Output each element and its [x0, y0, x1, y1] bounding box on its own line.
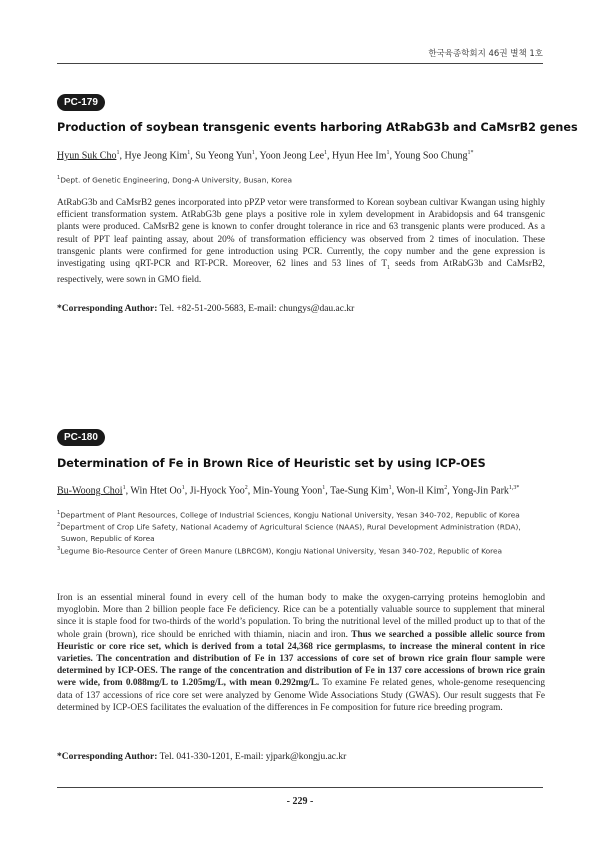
header-rule	[57, 63, 543, 64]
author-name: Su Yeong Yun	[195, 150, 252, 162]
author-sup: 1	[122, 485, 126, 491]
affiliation-list	[57, 508, 545, 556]
affiliation: $^3$Legume Bio-Resource Center of Green Manure (LBRCGM), Kongju National University, Yesan 340-702, Republic of Korea	[57, 545, 503, 556]
article-title: Determination of Fe in Brown Rice of Heuristic set by using ICP-OES	[57, 457, 486, 470]
author-sup: 1,3*	[508, 485, 520, 491]
author-sup: 1	[251, 150, 255, 156]
author-name: Yong-Jin Park	[451, 485, 509, 497]
author-sup: 1	[187, 150, 191, 156]
article-title: Production of soybean transgenic events harboring AtRabG3b and CaMsrB2 genes	[57, 121, 578, 134]
author-sup: 1	[181, 485, 185, 491]
author-sup: 2	[244, 485, 248, 491]
author-list: Bu-Woong Choi$^1$, Win Htet Oo$^1$, Ji-Hyock Yoo$^2$, Min-Young Yoon$^1$, Tae-Sung Kim$^1$, Won-il Kim$^2$, Yong-Jin Park$^{1,3*}$	[57, 485, 520, 497]
footer-rule	[57, 787, 543, 788]
author-sup: 2	[444, 485, 448, 491]
author-sup: 1*	[467, 150, 474, 156]
affiliation: $^1$Department of Plant Resources, College of Industrial Sciences, Kongju National University, Yesan 340-702, Republic of Korea	[57, 510, 520, 520]
affiliation-list	[57, 173, 545, 185]
journal-header: 한국육종학회지 46권 별책 1호	[428, 49, 543, 59]
abstract: Iron is an essential mineral found in every cell of the human body to make the oxygen-carrying proteins hemoglobin and myoglobin. More than 2 billion people face Fe deficiency. Rice can be a potentially valuable source to supplement that mineral since it is staple food for two-thirds of the world’s population. To bring the nutritional level of the milled product up to that of the whole grain (brown), rice should be enriched with thiamin, niacin and iron. Thus we searched a possible allelic source from Heuristic or core rice set, which is derived from a total 24,368 rice germplasms, to increase the mineral content in rice varieties. The concentration and distribution of Fe in 137 accessions of core set of brown rice grain flour sample were determined by ICP-OES. The range of the concentration and distribution of Fe in 137 core accessions of brown rice grain were wide, from 0.088mg/L to 1.205mg/L, with mean 0.292mg/L. To examine Fe related genes, whole-genome resequencing data of 137 accessions of rice core set were analyzed by Genome Wide Associations Study (GWAS). Our result suggests that Fe determined by ICP-OES facilitates the evaluation of the differences in Fe composition for future rice breeding program.	[57, 593, 545, 713]
author-list: Hyun Suk Cho$^1$, Hye Jeong Kim$^1$, Su Yeong Yun$^1$, Yoon Jeong Lee$^1$, Hyun Hee Im$^1$, Young Soo Chung$^{1*}$	[57, 150, 474, 162]
author-name: Bu-Woong Choi	[57, 485, 123, 497]
page-number: - 229 -	[286, 796, 314, 807]
author-name: Tae-Sung Kim	[330, 485, 389, 497]
corresponding-author: *Corresponding Author: Tel. 041-330-1201, E-mail: yjpark@kongju.ac.kr	[57, 752, 347, 762]
article-code-badge: PC-179	[57, 94, 105, 111]
author-sup: 1	[322, 485, 326, 491]
abstract: AtRabG3b and CaMsrB2 genes incorporated into pPZP vetor were transformed to Korean soybean cultivar Kwangan using highly efficient transformation system. AtRabG3b gene plays a positive role in xylem development in Arabidopsis and 64 transgenic plants were produced. CaMsrB2 gene is known to confer drought tolerance in rice and 63 transgenic plants were produced. As a result of PPT leaf painting assay, about 20% of transformation efficiency was observed from 2 times of inoculation. These transgenic plants were confirmed for gene introduction using PCR. Currently, the copy number and the gene expression is investigating using qRT-PCR and RT-PCR. Moreover, 62 lines and 53 lines of $T_1$ seeds from AtRabG3b and CaMsrB2, respectively, were sown in GMO field.	[57, 198, 545, 286]
author-name: Yoon Jeong Lee	[259, 150, 325, 162]
affiliation: $^1$Dept. of Genetic Engineering, Dong-A University, Busan, Korea	[57, 175, 293, 185]
author-name: Min-Young Yoon	[252, 485, 323, 497]
author-sup: 1	[386, 150, 390, 156]
author-name: Win Htet Oo	[130, 485, 182, 497]
author-name: Hyun Suk Cho	[57, 150, 117, 162]
author-name: Hyun Hee Im	[332, 150, 387, 162]
article-code-badge: PC-180	[57, 429, 105, 446]
author-name: Young Soo Chung	[394, 150, 468, 162]
author-sup: 1	[388, 485, 392, 491]
author-name: Ji-Hyock Yoo	[189, 485, 245, 497]
author-sup: 1	[324, 150, 328, 156]
corresponding-author: *Corresponding Author: Tel. +82-51-200-5683, E-mail: chungys@dau.ac.kr	[57, 304, 355, 314]
affiliation: $^2$Department of Crop Life Safety, National Academy of Agricultural Science (NAAS), Rural Development Administration (RDA), Suwon, Republic of Korea	[57, 522, 521, 543]
author-name: Hye Jeong Kim	[124, 150, 188, 162]
author-name: Won-il Kim	[396, 485, 445, 497]
author-sup: 1	[116, 150, 120, 156]
